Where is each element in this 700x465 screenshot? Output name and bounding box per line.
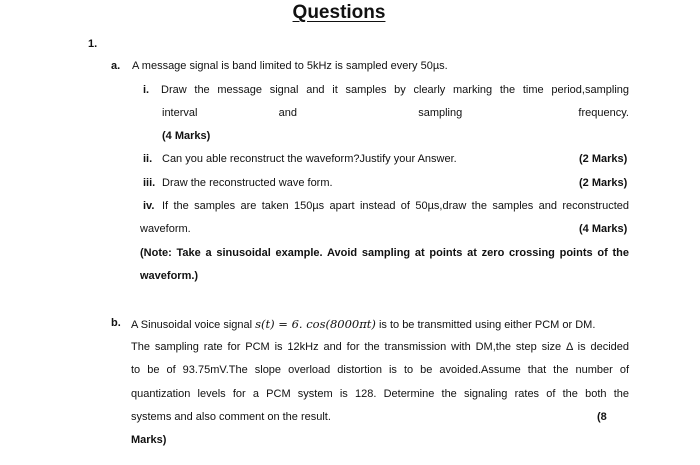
note-line1: (Note: Take a sinusoidal example. Avoid sampling at points at zero crossing points of the <box>140 247 629 259</box>
sub-iii-marks: (2 Marks) <box>579 177 628 189</box>
part-b-line1 <box>131 317 595 331</box>
note-line2: waveform.) <box>140 270 199 282</box>
sub-iv-line2: waveform. <box>140 223 191 235</box>
sub-ii-marks: (2 Marks) <box>579 153 628 165</box>
sub-i-label: i. <box>143 84 150 96</box>
sub-ii-label: ii. <box>143 153 153 165</box>
part-b-marks-part2: Marks) <box>131 434 167 446</box>
part-b-line5: systems and also comment on the result. <box>131 411 331 423</box>
word-interval: interval <box>162 107 198 119</box>
sub-iii-label: iii. <box>143 177 156 189</box>
part-b-line2: The sampling rate for PCM is 12kHz and for the transmission with DM,the step size Δ is decided <box>131 341 629 353</box>
question-number: 1. <box>88 38 98 50</box>
sub-ii-text: Can you able reconstruct the waveform?Justify your Answer. <box>162 153 457 165</box>
sub-i-marks: (4 Marks) <box>162 130 211 142</box>
part-b-line1-pre: A Sinusoidal voice signal <box>131 319 256 331</box>
part-b-label: b. <box>111 317 121 329</box>
part-a-label: a. <box>111 60 121 72</box>
sub-i-line2 <box>162 107 629 119</box>
word-and: and <box>278 107 298 119</box>
sub-iii-text: Draw the reconstructed wave form. <box>162 177 333 189</box>
part-a-text: A message signal is band limited to 5kHz is sampled every 50µs. <box>132 60 448 72</box>
sub-iv-marks: (4 Marks) <box>579 223 628 235</box>
page-title: Questions <box>292 2 386 23</box>
sub-i-line1: Draw the message signal and it samples by clearly marking the time period,sampling <box>161 84 629 96</box>
part-b-line1-post: is to be transmitted using either PCM or DM. <box>375 319 596 331</box>
part-b-line3: to be of 93.75mV.The slope overload distortion is to be avoided.Assume that the number of <box>131 364 629 376</box>
word-frequency: frequency. <box>578 107 629 119</box>
signal-equation: s(t) = 6. cos(8000πt) <box>255 317 376 331</box>
part-b-line4: quantization levels for a PCM system is 128. Determine the signaling rates of the both the <box>131 388 629 400</box>
sub-iv-label: iv. <box>143 200 155 212</box>
part-b-marks-part1: (8 <box>597 411 607 423</box>
word-sampling: sampling <box>418 107 463 119</box>
sub-iv-line1: If the samples are taken 150µs apart instead of 50µs,draw the samples and reconstructed <box>162 200 629 212</box>
